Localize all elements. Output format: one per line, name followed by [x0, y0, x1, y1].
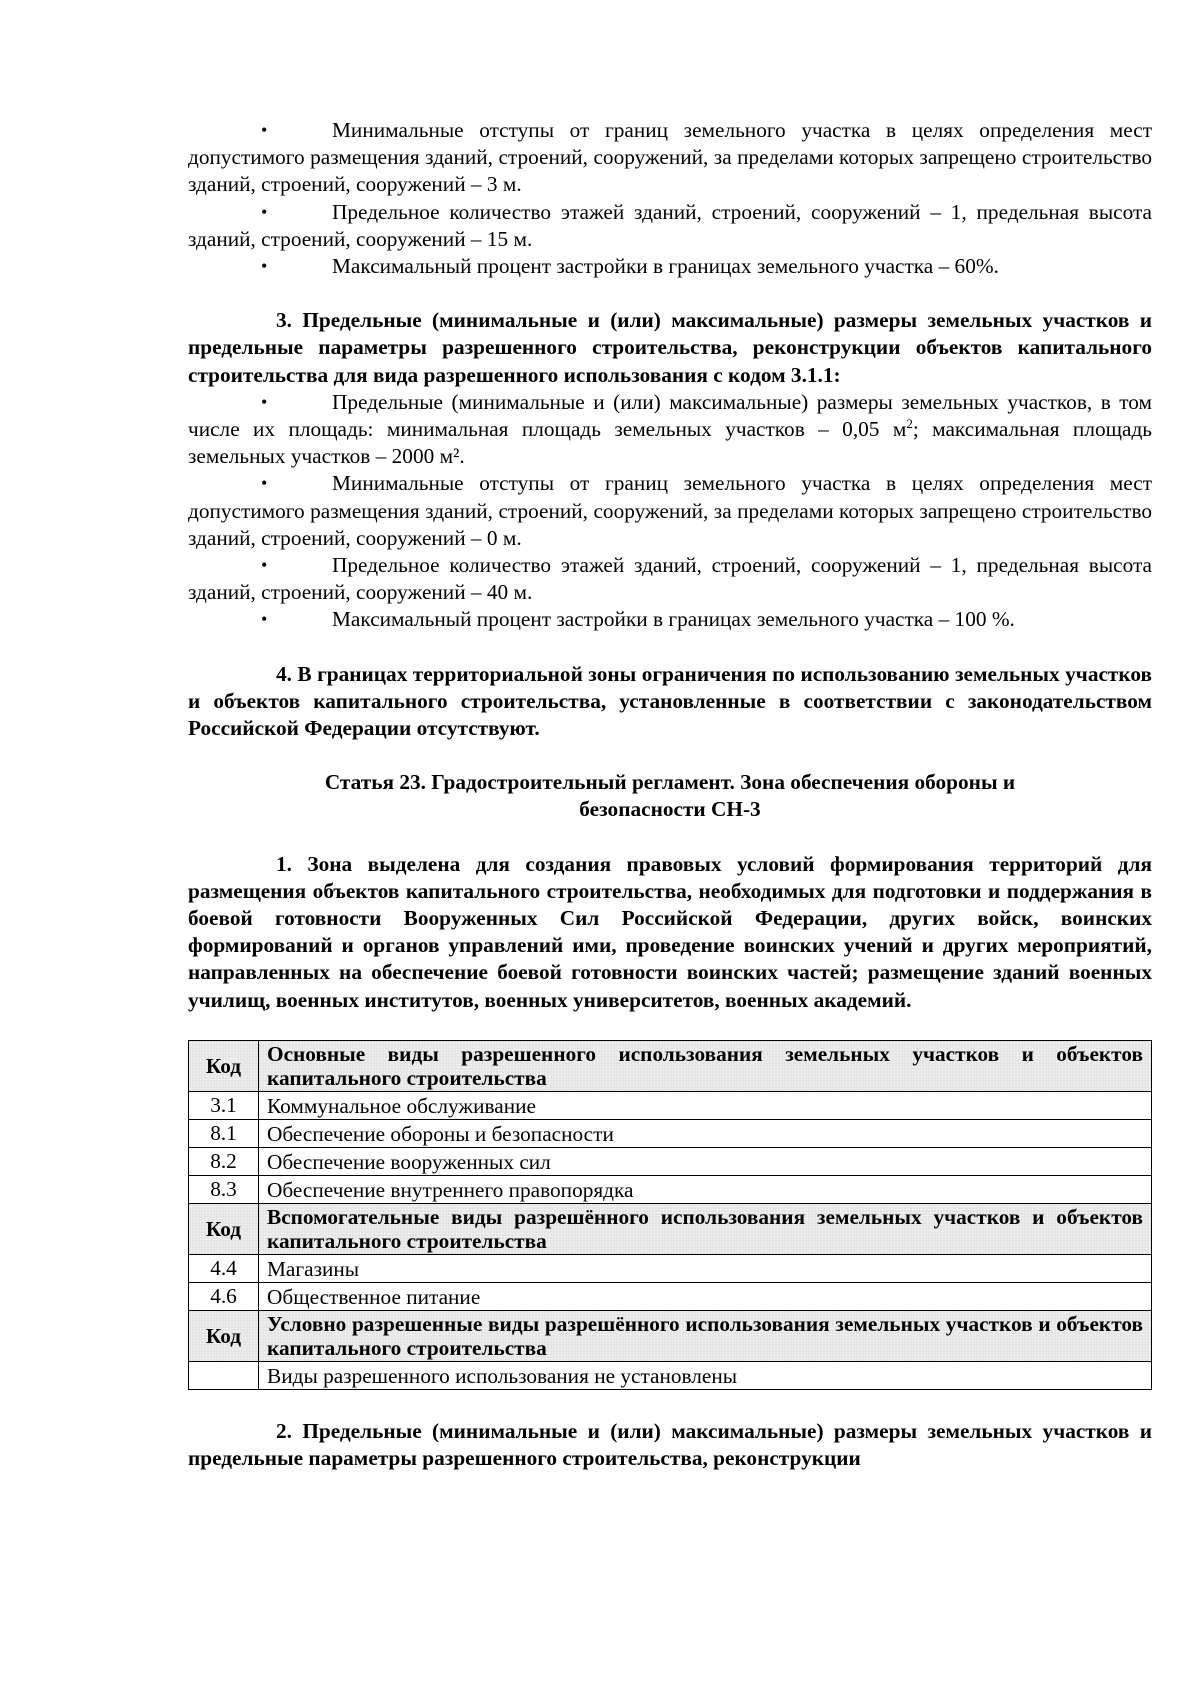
main-uses-header: Основные виды разрешенного использования земельных участков и объектов капитального строительства: [259, 1040, 1152, 1091]
bullet-icon: •: [261, 201, 268, 222]
bullet-icon: •: [261, 391, 268, 412]
table-header-row: [189, 1203, 1152, 1254]
code-header: Код: [189, 1310, 259, 1361]
table-header-row: [189, 1040, 1152, 1091]
bullet-icon: •: [261, 555, 268, 576]
table-row: 8.3 Обеспечение внутреннего правопорядка: [189, 1175, 1152, 1203]
table-row: 8.1 Обеспечение обороны и безопасности: [189, 1119, 1152, 1147]
table-row: 4.6 Общественное питание: [189, 1282, 1152, 1310]
table-row: 8.2 Обеспечение вооруженных сил: [189, 1147, 1152, 1175]
bullet-item: • Предельное количество этажей зданий, строений, сооружений – 1, предельная высота зданий, строений, сооружений – 40 м.: [188, 553, 1152, 605]
table-row: Виды разрешенного использования не установлены: [189, 1361, 1152, 1389]
article-paragraph-2: 2. Предельные (минимальные и (или) максимальные) размеры земельных участков и предельные параметры разрешенного строительства, реконструкции: [188, 1418, 1152, 1471]
code-header: Код: [189, 1203, 259, 1254]
bullet-item: • Максимальный процент застройки в границах земельного участка – 100 %.: [188, 606, 1152, 633]
bullet-icon: •: [261, 473, 268, 494]
section-3-heading: 3. Предельные (минимальные и (или) максимальные) размеры земельных участков и предельные параметры разрешенного строительства, реконструкции объектов капитального строительства для вида разрешенного использования с кодом 3.1.1:: [188, 308, 1152, 387]
article-paragraph-1: 1. Зона выделена для создания правовых условий формирования территорий для размещения объектов капитального строительства, необходимых для подготовки и поддержания в боевой готовности Вооруженных Сил Российской Федерации, других войск, воинских формирований и органов управлений ими, проведение воинских учений и других мероприятий, направленных на обеспечение боевой готовности воинских частей; размещение зданий военных училищ, военных институтов, военных университетов, военных академий.: [188, 851, 1152, 1012]
table-row: 3.1 Коммунальное обслуживание: [189, 1091, 1152, 1119]
document-content: [188, 117, 1152, 1472]
land-use-table: [188, 1040, 1152, 1390]
bullet-icon: •: [261, 120, 268, 140]
code-header: Код: [189, 1040, 259, 1091]
bullet-icon: •: [261, 256, 268, 277]
table-header-row: [189, 1310, 1152, 1361]
bullet-icon: •: [261, 609, 268, 630]
article-title-line-1: Статья 23. Градостроительный регламент. Зона обеспечения обороны и: [324, 770, 1016, 795]
section-4-paragraph: 4. В границах территориальной зоны ограничения по использованию земельных участков и объектов капитального строительства, установленные в соответствии с законодательством Российской Федерации отсутствуют.: [188, 661, 1152, 741]
aux-uses-header: Вспомогательные виды разрешённого использования земельных участков и объектов капитального строительства: [259, 1203, 1152, 1254]
bullet-item: • Предельные (минимальные и (или) максимальные) размеры земельных участков, в том числе их площадь: минимальная площадь земельных участков – 0,05 $м^2$; максимальная площадь земельных участков – 2000 м².: [188, 389, 1153, 469]
bullet-item: • Минимальные отступы от границ земельного участка в целях определения мест допустимого размещения зданий, строений, сооружений, за пределами которых запрещено строительство зданий, строений, сооружений – 0 м.: [188, 471, 1152, 550]
article-title-line-2: безопасности СН-3: [579, 797, 761, 822]
bullet-item: • Максимальный процент застройки в границах земельного участка – 60%.: [188, 253, 1152, 280]
bullet-item: • Предельное количество этажей зданий, строений, сооружений – 1, предельная высота зданий, строений, сооружений – 15 м.: [188, 199, 1152, 251]
conditional-uses-header: Условно разрешенные виды разрешённого использования земельных участков и объектов капитального строительства: [259, 1310, 1152, 1361]
table-row: 4.4 Магазины: [189, 1254, 1152, 1282]
bullet-item: • Минимальные отступы от границ земельного участка в целях определения мест допустимого размещения зданий, строений, сооружений, за пределами которых запрещено строительство зданий, строений, сооружений – 3 м.: [188, 118, 1152, 197]
